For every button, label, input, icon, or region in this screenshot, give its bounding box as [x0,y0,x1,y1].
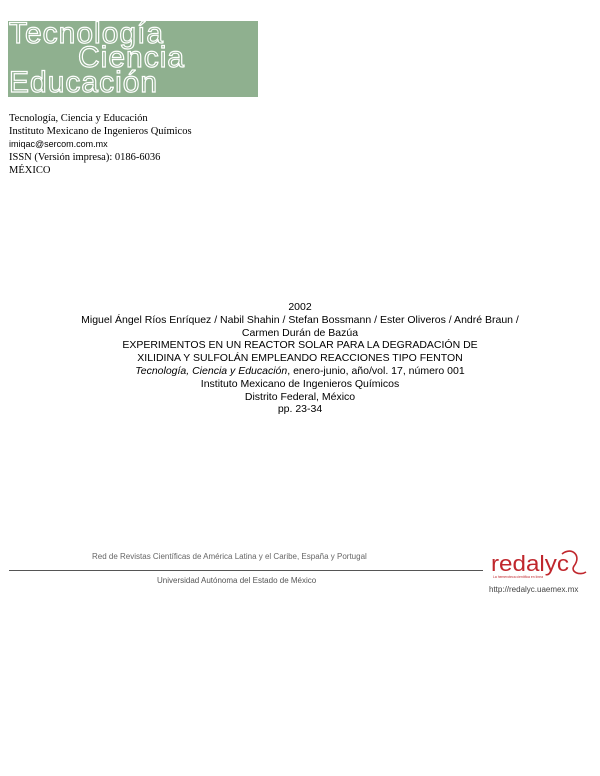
footer-divider [9,570,483,571]
article-journal-issue [80,365,520,378]
article-pages: pp. 23-34 [277,403,323,416]
journal-logo-line-1: Tecnología [9,21,165,50]
redalyc-url[interactable]: http://redalyc.uaemex.mx [489,585,579,594]
redalyc-tagline: La hemeroteca científica en línea [493,575,543,579]
publication-issn: ISSN (Versión impresa): 0186-6036 [9,152,161,163]
article-journal-name: Tecnología, Ciencia y Educación [135,364,288,377]
redalyc-logo-text: redalyc [491,551,569,576]
publication-institute: Instituto Mexicano de Ingenieros Químicos [9,126,192,137]
footer-university: Universidad Autónoma del Estado de México [157,576,317,585]
journal-logo-line-3: Educación [9,66,159,97]
article-year: 2002 [288,301,312,313]
journal-logo-line-2: Ciencia [78,41,186,74]
footer-network: Red de Revistas Científicas de América Latina y el Caribe, España y Portugal [92,552,367,561]
publication-info [9,112,192,177]
publication-email[interactable]: imiqac@sercom.com.mx [9,139,108,149]
publication-country: MÉXICO [9,165,51,176]
article-issue: , enero-junio, año/vol. 17, número 001 [287,364,465,377]
article-citation [80,301,520,416]
article-authors: Miguel Ángel Ríos Enríquez / Nabil Shahin / Stefan Bossmann / Ester Oliveros / André Braun / Carmen Durán de Bazúa [81,313,519,339]
article-title-line-2: XILIDINA Y SULFOLÁN EMPLEANDO REACCIONES TIPO FENTON [137,352,463,365]
article-institute: Instituto Mexicano de Ingenieros Químicos [200,377,400,390]
article-title-line-1: EXPERIMENTOS EN UN REACTOR SOLAR PARA LA DEGRADACIÓN DE [122,339,478,352]
journal-logo [8,21,258,97]
publication-title: Tecnología, Ciencia y Educación [9,113,148,124]
article-place: Distrito Federal, México [244,390,356,403]
